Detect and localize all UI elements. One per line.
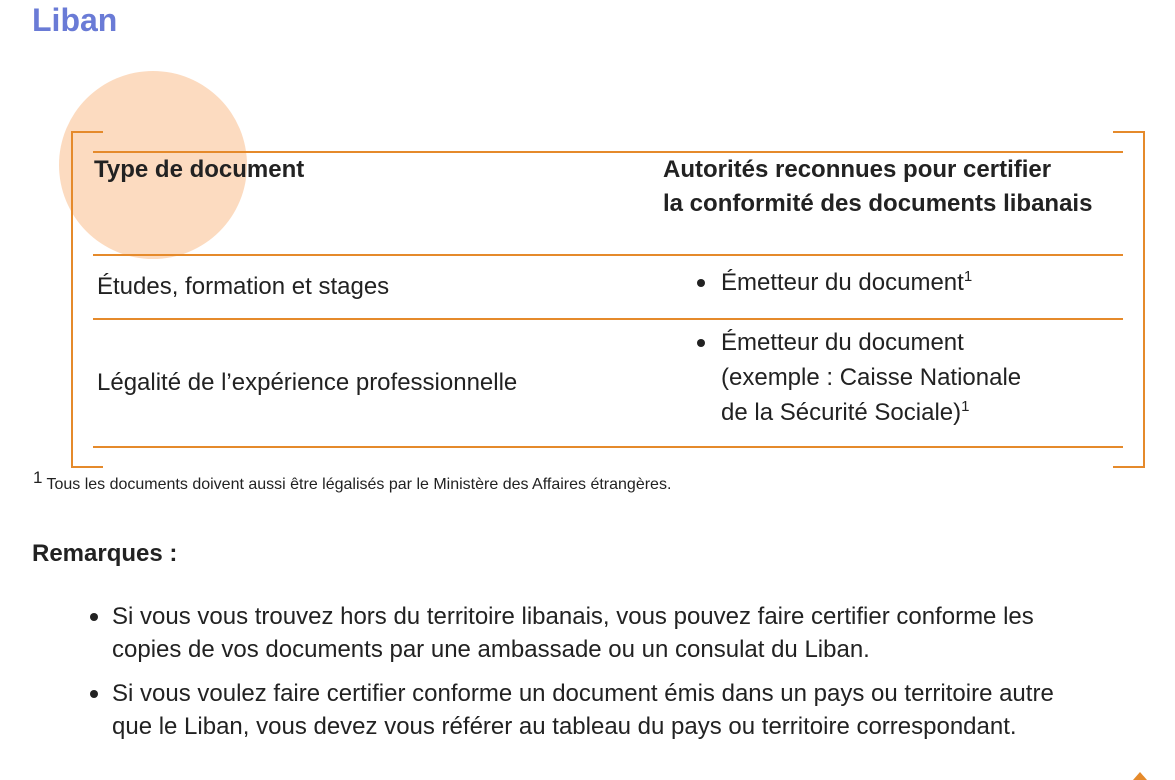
remark-line: Si vous voulez faire certifier conforme un document émis dans un pays ou territoire autre: [112, 680, 1054, 707]
remark-line: copies de vos documents par une ambassade ou un consulat du Liban.: [112, 636, 870, 663]
page-title: Liban: [32, 2, 118, 38]
footnote-text: Tous les documents doivent aussi être légalisés par le Ministère des Affaires étrangères.: [46, 476, 672, 493]
footnote-ref: 1: [961, 398, 970, 415]
row-label-professional: Légalité de l’expérience professionnelle: [97, 369, 518, 396]
authority-text-last: de la Sécurité Sociale)$^1$: [721, 398, 970, 426]
footnote: [33, 468, 672, 494]
authority-text: Émetteur du document: [721, 269, 964, 296]
table-divider: [93, 318, 1123, 320]
bullet-icon: [697, 339, 705, 347]
remark-line: que le Liban, vous devez vous référer au tableau du pays ou territoire correspondant.: [112, 713, 1017, 740]
authority-text: (exemple : Caisse Nationale: [721, 364, 1022, 391]
footnote-mark: 1: [33, 468, 43, 487]
remarks-title: Remarques :: [32, 540, 178, 567]
list-item: [112, 600, 1132, 666]
header-authorities: [663, 153, 1143, 221]
authority-item: [721, 325, 1021, 430]
bullet-icon: [697, 279, 705, 287]
remark-line: Si vous vous trouvez hors du territoire libanais, vous pouvez faire certifier conforme les: [112, 603, 1034, 630]
remarks-list: [112, 600, 1132, 754]
table-divider: [93, 254, 1123, 256]
header-document-type: Type de document: [94, 156, 305, 183]
bullet-icon: [90, 613, 98, 621]
bullet-icon: [90, 690, 98, 698]
footnote-ref: 1: [963, 268, 973, 285]
authority-item: [721, 265, 972, 300]
table-divider: [93, 446, 1123, 448]
row-label-studies: Études, formation et stages: [97, 273, 390, 300]
scroll-top-icon[interactable]: [1133, 772, 1147, 780]
document-table: [71, 131, 1145, 468]
authority-text: Émetteur du document: [721, 329, 964, 356]
header-authorities-line2: la conformité des documents libanais: [663, 190, 1093, 217]
header-authorities-line1: Autorités reconnues pour certifier: [663, 156, 1052, 183]
list-item: [112, 677, 1132, 743]
